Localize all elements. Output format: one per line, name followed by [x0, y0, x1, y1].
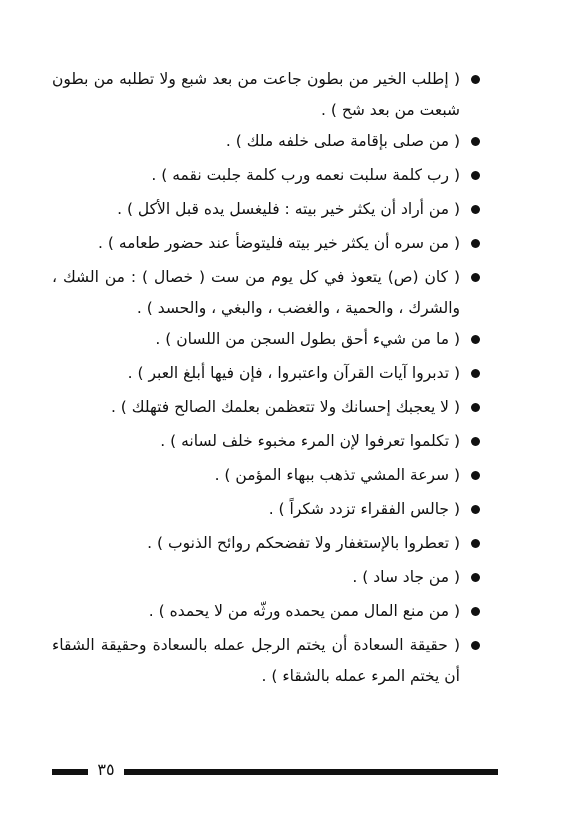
bullet-icon	[471, 437, 480, 446]
list-item-text: ( إطلب الخير من بطون جاعت من بعد شبع ولا تطلبه من بطون شبعت من بعد شح ) .	[52, 70, 460, 119]
list-item-text: ( من سره أن يكثر خير بيته فليتوضأ عند حضور طعامه ) .	[97, 234, 460, 252]
list-item-text: ( جالس الفقراء تزدد شكراً ) .	[268, 500, 460, 518]
bullet-icon	[471, 273, 480, 282]
bullet-icon	[471, 607, 480, 616]
list-item	[52, 262, 480, 324]
bullet-icon	[471, 471, 480, 480]
list-item	[52, 194, 480, 228]
list-item-text: ( تكلموا تعرفوا لإن المرء مخبوء خلف لسانه ) .	[160, 432, 460, 450]
list-item	[52, 494, 480, 528]
list-item-text: ( تدبروا آيات القرآن واعتبروا ، فإن فيها أبلغ العبر ) .	[127, 364, 460, 382]
page-number: ٣٥	[97, 760, 115, 779]
list-item-text: ( من جاد ساد ) .	[352, 568, 460, 586]
list-item	[52, 426, 480, 460]
footer-rule-left	[52, 769, 88, 775]
list-item	[52, 228, 480, 262]
bullet-icon	[471, 239, 480, 248]
list-item	[52, 324, 480, 358]
bullet-icon	[471, 539, 480, 548]
bullet-icon	[471, 75, 480, 84]
list-item-text: ( سرعة المشي تذهب ببهاء المؤمن ) .	[214, 466, 460, 484]
list-item	[52, 126, 480, 160]
list-item-text: ( ما من شيء أحق بطول السجن من اللسان ) .	[155, 330, 460, 348]
bullet-icon	[471, 335, 480, 344]
list-item	[52, 596, 480, 630]
bullet-icon	[471, 641, 480, 650]
list-item-text: ( من أراد أن يكثر خير بيته : فليغسل يده قبل الأكل ) .	[117, 200, 460, 218]
list-item-text: ( رب كلمة سلبت نعمه ورب كلمة جلبت نقمه ) .	[151, 166, 460, 184]
bullet-icon	[471, 573, 480, 582]
list-item	[52, 160, 480, 194]
list-item	[52, 392, 480, 426]
list-item-text: ( كان (ص) يتعوذ في كل يوم من ست ( خصال ) : من الشك ، والشرك ، والحمية ، والغضب ، والبغي ، والحسد ) .	[52, 268, 460, 317]
list-item	[52, 528, 480, 562]
sayings-list	[52, 64, 480, 692]
list-item-text: ( تعطروا بالإستغفار ولا تفضحكم روائح الذنوب ) .	[147, 534, 460, 552]
page-footer	[52, 760, 498, 779]
list-item	[52, 562, 480, 596]
list-item-text: ( من منع المال ممن يحمده ورثّه من لا يحمده ) .	[148, 602, 460, 620]
bullet-icon	[471, 205, 480, 214]
bullet-icon	[471, 505, 480, 514]
list-item-text: ( حقيقة السعادة أن يختم الرجل عمله بالسعادة وحقيقة الشقاء أن يختم المرء عمله بالشقاء ) .	[52, 636, 460, 685]
list-item	[52, 64, 480, 126]
list-item	[52, 358, 480, 392]
list-item	[52, 460, 480, 494]
bullet-icon	[471, 369, 480, 378]
bullet-icon	[471, 137, 480, 146]
list-item-text: ( لا يعجبك إحسانك ولا تتعظمن بعلمك الصالح فتهلك ) .	[110, 398, 460, 416]
bullet-icon	[471, 171, 480, 180]
footer-rule-right	[124, 769, 498, 775]
list-item-text: ( من صلى بإقامة صلى خلفه ملك ) .	[225, 132, 460, 150]
list-item	[52, 630, 480, 692]
bullet-icon	[471, 403, 480, 412]
